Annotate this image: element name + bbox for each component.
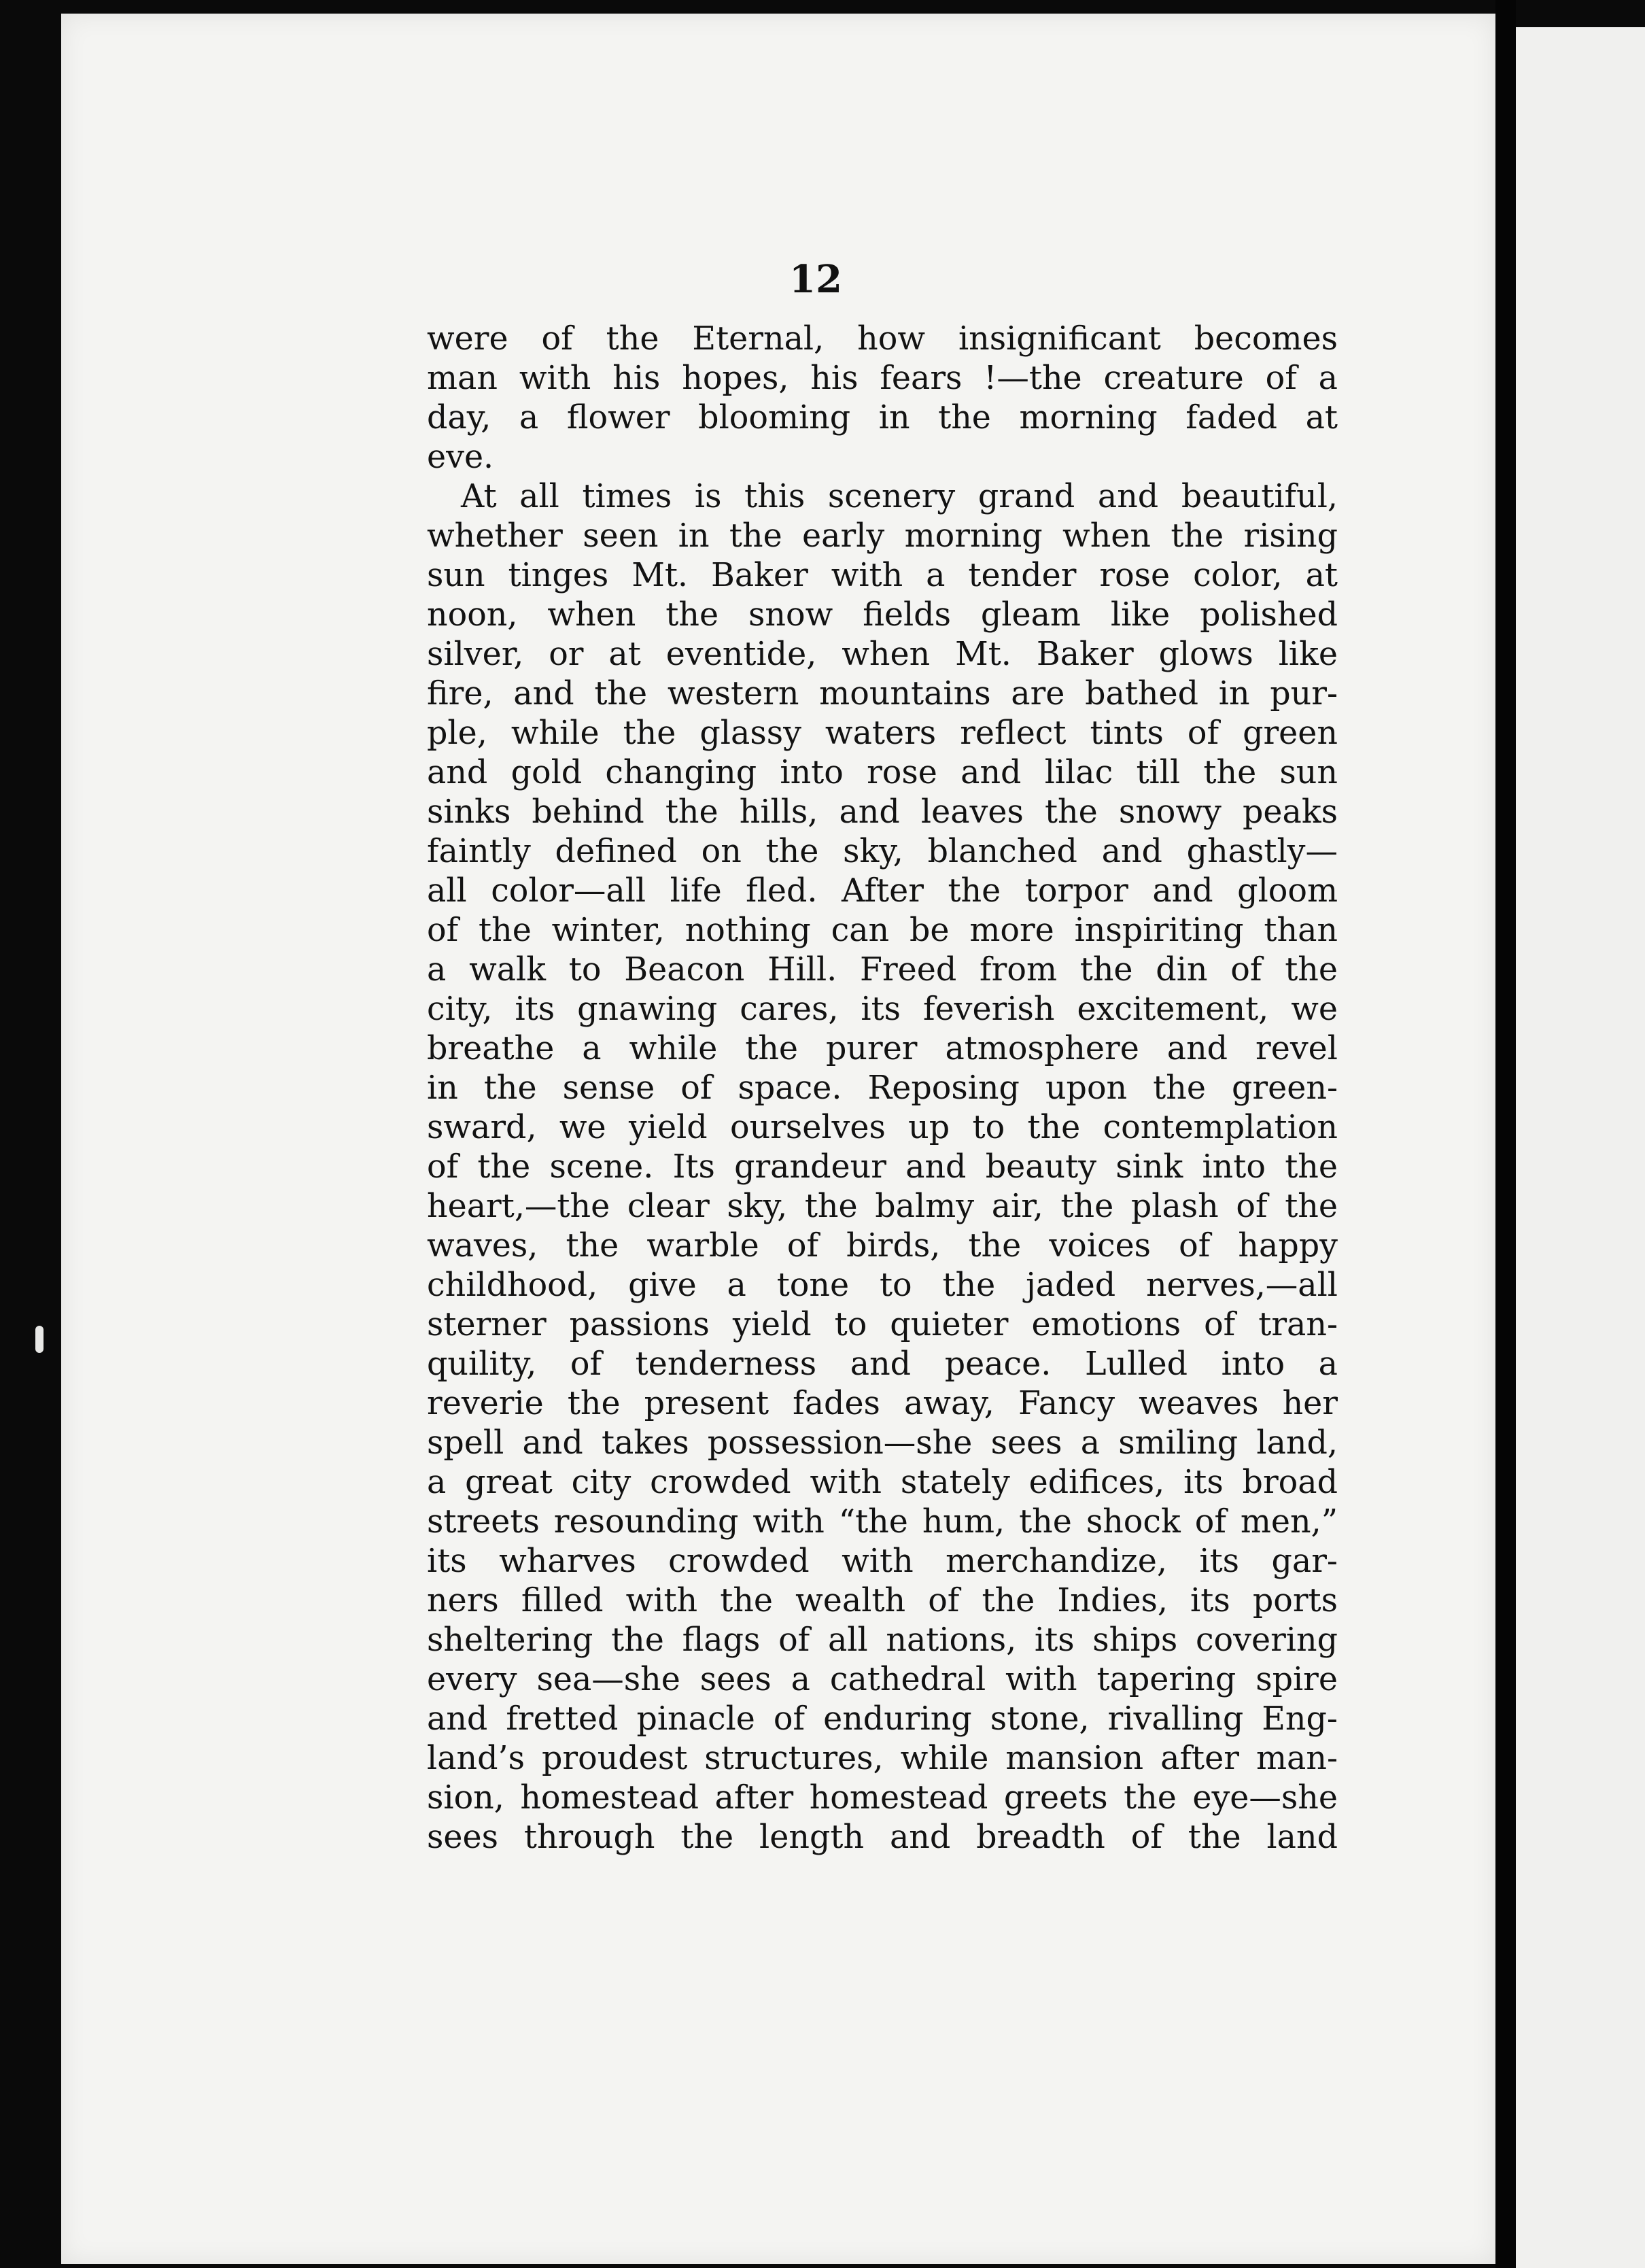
text-line: quility, of tenderness and peace. Lulled into a: [427, 1345, 1338, 1383]
text-line: sun tinges Mt. Baker with a tender rose color, at: [427, 557, 1338, 594]
text-line: eve.: [427, 439, 494, 476]
text-line: land’s proudest structures, while mansion after man-: [427, 1740, 1338, 1777]
text-line: fire, and the western mountains are bathed in pur-: [427, 675, 1338, 712]
text-line: sterner passions yield to quieter emotions of tran-: [427, 1306, 1338, 1343]
text-line: its wharves crowded with merchandize, its gar-: [427, 1543, 1338, 1580]
text-line: a great city crowded with stately edifices, its broad: [427, 1464, 1338, 1501]
text-line: noon, when the snow fields gleam like polished: [427, 596, 1338, 634]
text-line: sees through the length and breadth of the land: [427, 1819, 1338, 1856]
text-line: whether seen in the early morning when the rising: [427, 517, 1338, 555]
text-line: a walk to Beacon Hill. Freed from the din of the: [427, 951, 1338, 989]
text-line: faintly defined on the sky, blanched and ghastly—: [427, 833, 1338, 870]
text-line: ners filled with the wealth of the Indies, its ports: [427, 1582, 1338, 1619]
text-line: man with his hopes, his fears !—the creature of a: [427, 360, 1338, 397]
text-line: city, its gnawing cares, its feverish excitement, we: [427, 991, 1338, 1028]
text-line: childhood, give a tone to the jaded nerves,—all: [427, 1267, 1338, 1304]
text-line: in the sense of space. Reposing upon the green-: [427, 1069, 1338, 1107]
facing-page-edge: [1516, 27, 1645, 2268]
text-line: sheltering the flags of all nations, its ships covering: [427, 1621, 1338, 1659]
text-line: day, a flower blooming in the morning faded at: [427, 399, 1338, 436]
page-number: 12: [789, 257, 842, 302]
text-line: At all times is this scenery grand and beautiful,: [461, 478, 1338, 515]
text-line: reverie the present fades away, Fancy weaves her: [427, 1385, 1338, 1422]
text-line: sion, homestead after homestead greets the eye—she: [427, 1779, 1338, 1817]
text-line: were of the Eternal, how insignificant becomes: [427, 320, 1338, 358]
body-text: [427, 320, 1338, 1857]
text-line: streets resounding with “the hum, the shock of men,”: [427, 1503, 1338, 1541]
text-line: heart,—the clear sky, the balmy air, the plash of the: [427, 1188, 1338, 1225]
text-line: breathe a while the purer atmosphere and revel: [427, 1030, 1338, 1067]
text-line: and gold changing into rose and lilac till the sun: [427, 754, 1338, 791]
text-line: every sea—she sees a cathedral with tapering spire: [427, 1661, 1338, 1698]
scan-edge-mark: [35, 1326, 44, 1353]
text-line: sinks behind the hills, and leaves the snowy peaks: [427, 793, 1338, 831]
text-line: all color—all life fled. After the torpor and gloom: [427, 872, 1338, 910]
text-line: ple, while the glassy waters reflect tints of green: [427, 715, 1338, 752]
text-line: spell and takes possession—she sees a smiling land,: [427, 1424, 1338, 1462]
text-line: of the scene. Its grandeur and beauty sink into the: [427, 1148, 1338, 1186]
text-line: waves, the warble of birds, the voices of happy: [427, 1227, 1338, 1265]
book-gutter: [1495, 0, 1516, 2268]
text-line: sward, we yield ourselves up to the contemplation: [427, 1109, 1338, 1146]
text-line: and fretted pinacle of enduring stone, rivalling Eng-: [427, 1700, 1338, 1738]
text-line: silver, or at eventide, when Mt. Baker glows like: [427, 636, 1338, 673]
text-line: of the winter, nothing can be more inspiriting than: [427, 912, 1338, 949]
